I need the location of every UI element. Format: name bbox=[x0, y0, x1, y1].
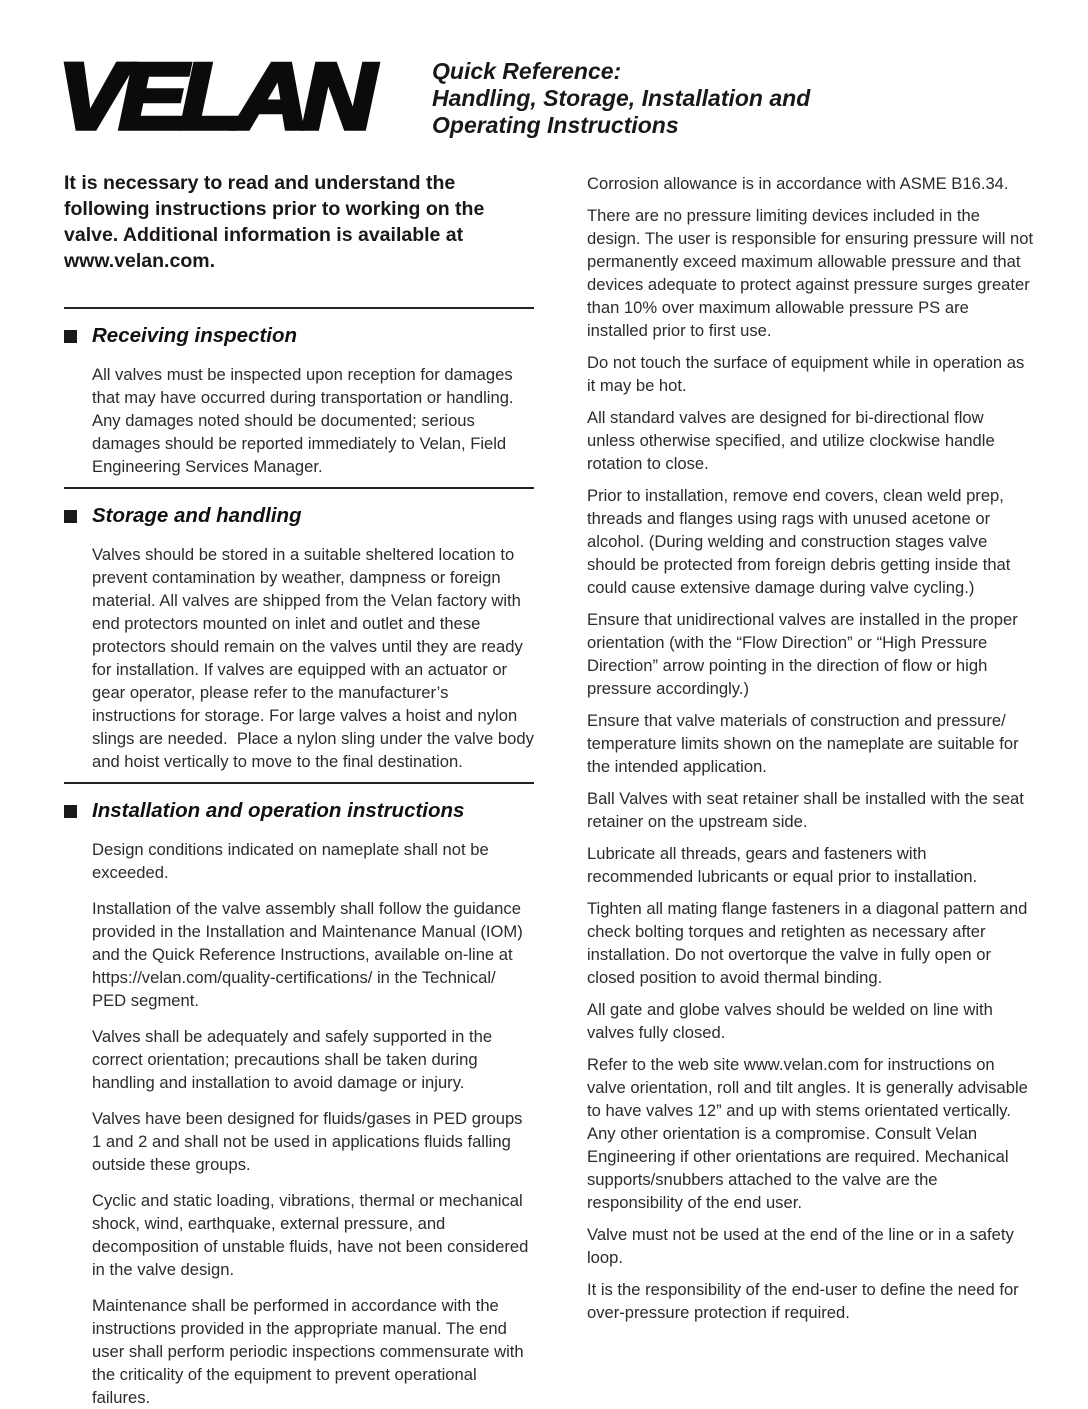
section-bullet-square-icon bbox=[64, 805, 77, 818]
section-heading-label: Installation and operation instructions bbox=[92, 799, 465, 822]
instruction-paragraph: Refer to the web site www.velan.com for instructions on valve orientation, roll and tilt angles. It is generally advisable to have valves 12” and up with stems orientated vertically. Any other orientation is a compromise. Consult Velan Engineering if other orientations are required. Mechanical supports/snubbers attached to the valve are the responsibility of the end user. bbox=[587, 1055, 1033, 1212]
section-heading-label: Receiving inspection bbox=[92, 324, 298, 347]
installation-paragraph: Design conditions indicated on nameplate shall not be exceeded. bbox=[92, 840, 494, 882]
left-column bbox=[64, 170, 539, 1409]
section-heading-receiving-inspection bbox=[64, 324, 534, 348]
section-heading-label: Storage and handling bbox=[92, 504, 302, 527]
instruction-paragraph: Tighten all mating flange fasteners in a diagonal pattern and check bolting torques and retighten as necessary after installation. Do not overtorque the valve in fully open or closed position to avoid thermal binding. bbox=[587, 899, 1032, 987]
instruction-paragraph: There are no pressure limiting devices included in the design. The user is responsible for ensuring pressure will not permanently exceed maximum allowable pressure and that devices adequate to protect against pressure surges greater than 10% over maximum allowable pressure PS are installed prior to first use. bbox=[587, 206, 1038, 340]
document-title-line-2: Handling, Storage, Installation and bbox=[432, 85, 811, 111]
installation-paragraph: Cyclic and static loading, vibrations, thermal or mechanical shock, wind, earthquake, external pressure, and decomposition of unstable fluids, have not been considered in the valve design. bbox=[92, 1191, 533, 1279]
installation-paragraph: Valves shall be adequately and safely supported in the correct orientation; precautions shall be taken during handling and installation to avoid damage or injury. bbox=[92, 1027, 497, 1092]
instruction-paragraph: Do not touch the surface of equipment while in operation as it may be hot. bbox=[587, 353, 1029, 395]
section-divider bbox=[64, 782, 534, 784]
section-divider bbox=[64, 487, 534, 489]
instruction-paragraph: Corrosion allowance is in accordance with ASME B16.34. bbox=[587, 174, 1009, 193]
section-heading-storage-and-handling bbox=[64, 504, 534, 528]
instruction-paragraph: Ball Valves with seat retainer shall be installed with the seat retainer on the upstream side. bbox=[587, 789, 1029, 831]
section-bullet-square-icon bbox=[64, 330, 77, 343]
instruction-paragraph: All gate and globe valves should be welded on line with valves fully closed. bbox=[587, 1000, 998, 1042]
instruction-paragraph: It is the responsibility of the end-user to define the need for over-pressure protection if required. bbox=[587, 1280, 1024, 1322]
installation-paragraph: Maintenance shall be performed in accordance with the instructions provided in the appropriate manual. The end user shall perform periodic inspections commensurate with the criticality of the equipment to prevent operational failures. bbox=[92, 1296, 529, 1407]
velan-logo: VELAN bbox=[58, 43, 369, 149]
intro-paragraph: It is necessary to read and understand the following instructions prior to working on the valve. Additional information is available at www.velan.com. bbox=[64, 172, 490, 272]
instruction-paragraph: All standard valves are designed for bi-directional flow unless otherwise specified, and utilize clockwise handle rotation to close. bbox=[587, 408, 1000, 473]
installation-paragraph: Valves have been designed for fluids/gases in PED groups 1 and 2 and shall not be used in applications fluids falling outside these groups. bbox=[92, 1109, 528, 1174]
section-bullet-square-icon bbox=[64, 510, 77, 523]
instruction-paragraph: Ensure that valve materials of construction and pressure/ temperature limits shown on the nameplate are suitable for the intended application. bbox=[587, 711, 1024, 776]
receiving-inspection-paragraph: All valves must be inspected upon reception for damages that may have occurred during transportation or handling. Any damages noted should be documented; serious damages should be reported immediately to Velan, Field Engineering Services Manager. bbox=[92, 365, 518, 476]
instruction-paragraph: Lubricate all threads, gears and fasteners with recommended lubricants or equal prior to installation. bbox=[587, 844, 978, 886]
document-title-line-3: Operating Instructions bbox=[432, 112, 679, 138]
instruction-paragraph: Ensure that unidirectional valves are installed in the proper orientation (with the “Flow Direction” or “High Pressure Direction” arrow pointing in the direction of flow or high pressure accordingly.) bbox=[587, 610, 1023, 698]
storage-and-handling-paragraph: Valves should be stored in a suitable sheltered location to prevent contamination by weather, dampness or foreign material. All valves are shipped from the Velan factory with end protectors mounted on inlet and outlet and these protectors should remain on the valves until they are ready for installation. If valves are equipped with an actuator or gear operator, please refer to the manufacturer’s instructions for storage. For large valves a hoist and nylon slings are needed. Place a nylon sling under the valve body and hoist vertically to move to the final destination. bbox=[92, 545, 539, 771]
instruction-paragraph: Valve must not be used at the end of the line or in a safety loop. bbox=[587, 1225, 1019, 1267]
right-column bbox=[587, 172, 1038, 1333]
section-heading-installation-and-operation bbox=[64, 799, 534, 823]
installation-paragraph: Installation of the valve assembly shall follow the guidance provided in the Installation and Maintenance Manual (IOM) and the Quick Reference Instructions, available on-line at https://velan.com/quality-certifications/ in the Technical/ PED segment. bbox=[92, 899, 528, 1010]
document-title-line-1: Quick Reference: bbox=[432, 58, 622, 84]
instruction-paragraph: Prior to installation, remove end covers, clean weld prep, threads and flanges using rags with unused acetone or alcohol. (During welding and construction stages valve should be protected from foreign debris getting inside that could cause extensive damage during valve cycling.) bbox=[587, 486, 1016, 597]
section-divider bbox=[64, 307, 534, 309]
document-title bbox=[432, 58, 912, 139]
